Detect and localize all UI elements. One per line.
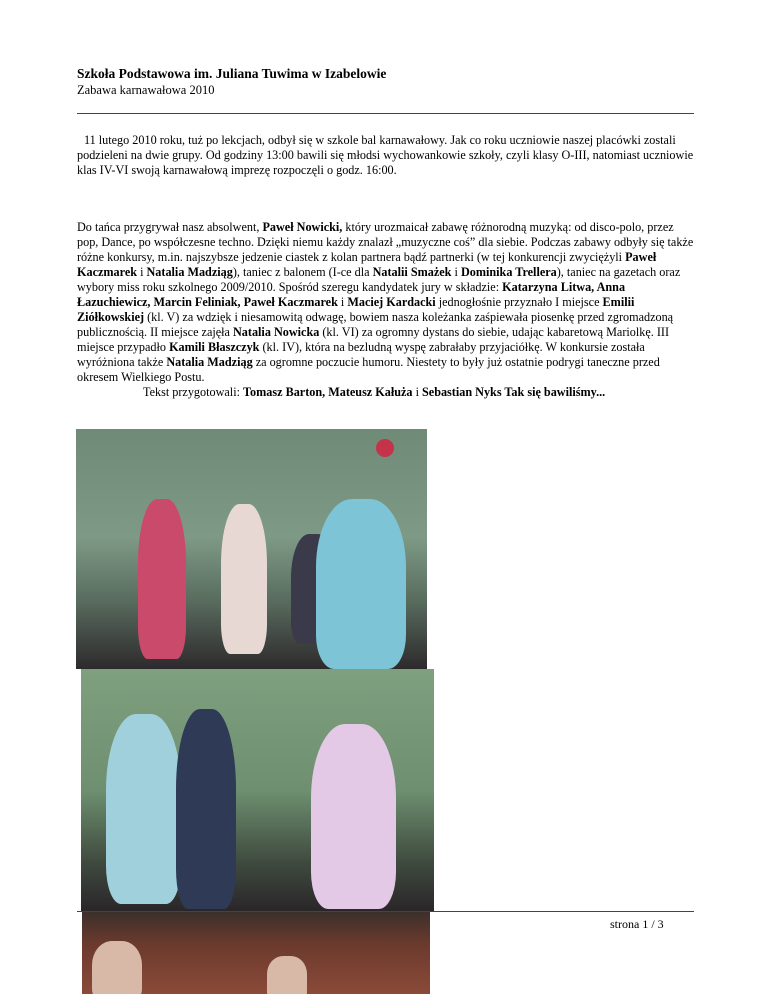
winner-name: Dominika Trellera bbox=[460, 265, 557, 279]
miss-name: Kamili Błaszczyk bbox=[169, 340, 260, 354]
document-subtitle: Zabawa karnawałowa 2010 bbox=[77, 83, 215, 97]
body-text: (kl. IV), która na bezludną wyspę zabrałaby przyjaciółkę. W konkursie została wyróżniona także bbox=[77, 340, 645, 369]
body-text: i bbox=[412, 385, 422, 399]
miss-name: Emilii Ziółkowskiej bbox=[77, 295, 635, 324]
jury-names: Maciej Kardacki bbox=[347, 295, 436, 309]
author-names: Sebastian Nyks Tak się bawiliśmy... bbox=[422, 385, 606, 399]
dj-name: Paweł Nowicki, bbox=[262, 220, 343, 234]
body-text: Do tańca przygrywał nasz absolwent, bbox=[77, 220, 263, 234]
winner-name: Natalii Smażek bbox=[372, 265, 452, 279]
body-text: i bbox=[137, 265, 147, 279]
body-text: jednogłośnie przyznało I miejsce bbox=[435, 295, 603, 309]
page-number: strona 1 / 3 bbox=[610, 917, 664, 931]
main-paragraph bbox=[77, 220, 697, 400]
party-photo-2 bbox=[81, 669, 434, 911]
body-text: (kl. V) za wdzięk i niesamowitą odwagę, bowiem nasza koleżanka zaśpiewała piosenkę przed zgromadzoną publicznością. II miejsce zajęła bbox=[77, 310, 674, 339]
body-text: i bbox=[337, 295, 348, 309]
body-text: i bbox=[451, 265, 461, 279]
miss-name: Natalia Madziąg bbox=[166, 355, 253, 369]
body-text: (kl. VI) za ogromny dystans do siebie, udając kabaretową Mariolkę. III miejsce przypadło bbox=[77, 325, 670, 354]
credit-label: Tekst przygotowali: bbox=[143, 385, 244, 399]
body-text: ), taniec na gazetach oraz wybory miss roku szkolnego 2009/2010. Spośród szeregu kandydatek jury w składzie: bbox=[77, 265, 681, 294]
party-photo-1 bbox=[76, 429, 427, 669]
winner-name: Natalia Madziąg bbox=[146, 265, 233, 279]
author-credit bbox=[77, 385, 697, 400]
header-divider bbox=[77, 113, 694, 114]
body-text: ), taniec z balonem (I-ce dla bbox=[232, 265, 373, 279]
footer-divider bbox=[77, 911, 694, 912]
miss-name: Natalia Nowicka bbox=[233, 325, 320, 339]
school-name: Szkoła Podstawowa im. Juliana Tuwima w Izabelowie bbox=[77, 66, 387, 81]
author-names: Tomasz Barton, Mateusz Kałuża bbox=[243, 385, 413, 399]
body-text: za ogromne poczucie humoru. Niestety to były już ostatnie podrygi taneczne przed okresem Wielkiego Postu. bbox=[77, 355, 660, 384]
intro-paragraph: 11 lutego 2010 roku, tuż po lekcjach, odbył się w szkole bal karnawałowy. Jak co roku uczniowie naszej placówki zostali podzieleni na dwie grupy. Od godziny 13:00 bawili się młodsi wychowankowie szkoły, czyli klasy O-III, natomiast uczniowie klas IV-VI swoją karnawałową imprezę rozpoczęli o godz. 16:00. bbox=[77, 133, 694, 177]
jury-names: Katarzyna Litwa, Anna Łazuchiewicz, Marcin Feliniak, Paweł Kaczmarek bbox=[77, 280, 626, 309]
body-text: który urozmaicał zabawę różnorodną muzyką: od disco-polo, przez pop, Dance, po współczesne techno. Dzięki niemu każdy znalazł „muzyczne coś” dla siebie. Podczas zabawy odbyły się także różne konkursy, m.in. najszybsze jedzenie ciastek z kolan partnera bądź partnerki (w tej konkurencji zwyciężyli bbox=[77, 220, 694, 264]
winner-name: Paweł Kaczmarek bbox=[77, 250, 657, 279]
party-photo-3 bbox=[82, 911, 430, 994]
